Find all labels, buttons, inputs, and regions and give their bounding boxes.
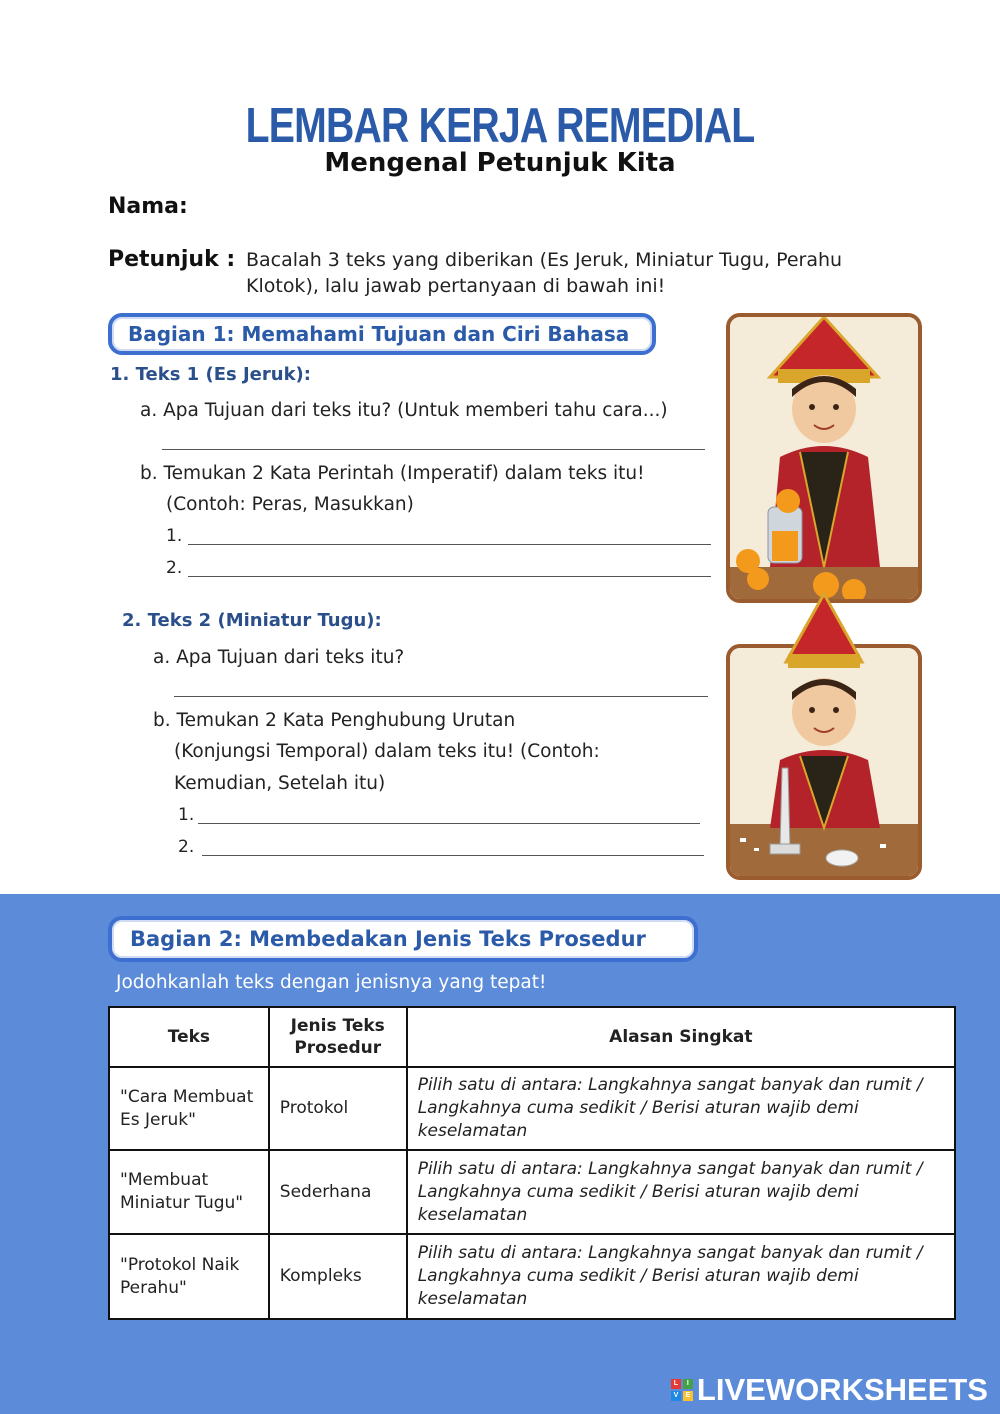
worksheet-subtitle: Mengenal Petunjuk Kita xyxy=(324,148,676,178)
q2b-example: Kemudian, Setelah itu) xyxy=(174,773,386,794)
cell-teks: "Cara Membuat Es Jeruk" xyxy=(109,1067,269,1150)
liveworksheets-logo[interactable] xyxy=(671,1372,988,1408)
q1b-answer-line-1[interactable] xyxy=(188,544,711,545)
cell-alasan[interactable]: Pilih satu di antara: Langkahnya sangat banyak dan rumit / Langkahnya cuma sedikit / Berisi aturan wajib demi keselamatan xyxy=(407,1067,955,1150)
q2b-number-1: 1. xyxy=(178,805,195,825)
boy-monument-image xyxy=(730,648,918,876)
instructions-text: Bacalah 3 teks yang diberikan (Es Jeruk, Miniatur Tugu, Perahu Klotok), lalu jawab pertanyaan di bawah ini! xyxy=(246,249,843,297)
q2b-text: b. Temukan 2 Kata Penghubung Urutan xyxy=(153,710,516,731)
header-jenis: Jenis Teks Prosedur xyxy=(269,1007,407,1067)
q1b-number-2: 2. xyxy=(166,558,183,578)
part1-title-text: Bagian 1: Memahami Tujuan dan Ciri Bahasa xyxy=(128,322,630,346)
q1b-number-1: 1. xyxy=(166,526,183,546)
table-row xyxy=(109,1067,955,1150)
cell-teks: "Protokol Naik Perahu" xyxy=(109,1234,269,1319)
part1-title xyxy=(108,313,656,355)
part2-instruction: Jodohkanlah teks dengan jenisnya yang tepat! xyxy=(116,972,547,993)
cell-alasan[interactable]: Pilih satu di antara: Langkahnya sangat banyak dan rumit / Langkahnya cuma sedikit / Berisi aturan wajib demi keselamatan xyxy=(407,1150,955,1234)
q2b-number-2: 2. xyxy=(178,837,195,857)
logo-mark-icon: L I V E xyxy=(671,1379,693,1401)
cell-jenis-dropdown[interactable]: Kompleks xyxy=(269,1234,407,1319)
part2-title-text: Bagian 2: Membedakan Jenis Teks Prosedur xyxy=(130,927,646,951)
table-header-row xyxy=(109,1007,955,1067)
boy-juicer-image xyxy=(730,317,918,599)
logo-text: LIVEWORKSHEETS xyxy=(696,1372,988,1407)
q1b-text: b. Temukan 2 Kata Perintah (Imperatif) dalam teks itu! xyxy=(140,463,645,484)
q2a-answer-line[interactable] xyxy=(174,696,708,697)
cell-jenis-dropdown[interactable]: Protokol xyxy=(269,1067,407,1150)
table-row xyxy=(109,1234,955,1319)
q2a-text: a. Apa Tujuan dari teks itu? xyxy=(153,647,405,668)
q1a-answer-line[interactable] xyxy=(162,449,705,450)
cell-teks: "Membuat Miniatur Tugu" xyxy=(109,1150,269,1234)
cell-alasan[interactable]: Pilih satu di antara: Langkahnya sangat banyak dan rumit / Langkahnya cuma sedikit / Berisi aturan wajib demi keselamatan xyxy=(407,1234,955,1319)
q2-heading: 2. Teks 2 (Miniatur Tugu): xyxy=(122,610,382,631)
q1b-example: (Contoh: Peras, Masukkan) xyxy=(166,494,414,515)
illustration-es-jeruk xyxy=(726,313,922,603)
hat-image xyxy=(782,592,866,672)
q2b-answer-line-2[interactable] xyxy=(202,855,704,856)
matching-table xyxy=(108,1006,956,1320)
q1a-text: a. Apa Tujuan dari teks itu? (Untuk memberi tahu cara...) xyxy=(140,400,668,421)
header-teks: Teks xyxy=(109,1007,269,1067)
name-label: Nama: xyxy=(108,194,188,219)
header-alasan: Alasan Singkat xyxy=(407,1007,955,1067)
illustration-miniatur-tugu xyxy=(726,644,922,880)
table-row xyxy=(109,1150,955,1234)
q1b-answer-line-2[interactable] xyxy=(188,576,711,577)
worksheet-title: LEMBAR KERJA REMEDIAL xyxy=(245,99,755,153)
q2b-answer-line-1[interactable] xyxy=(198,823,700,824)
part2-title xyxy=(108,916,698,962)
q1-heading: 1. Teks 1 (Es Jeruk): xyxy=(110,364,311,385)
instructions-label: Petunjuk : xyxy=(108,247,236,272)
q2b-text-line2: (Konjungsi Temporal) dalam teks itu! (Contoh: xyxy=(174,741,600,762)
cell-jenis-dropdown[interactable]: Sederhana xyxy=(269,1150,407,1234)
